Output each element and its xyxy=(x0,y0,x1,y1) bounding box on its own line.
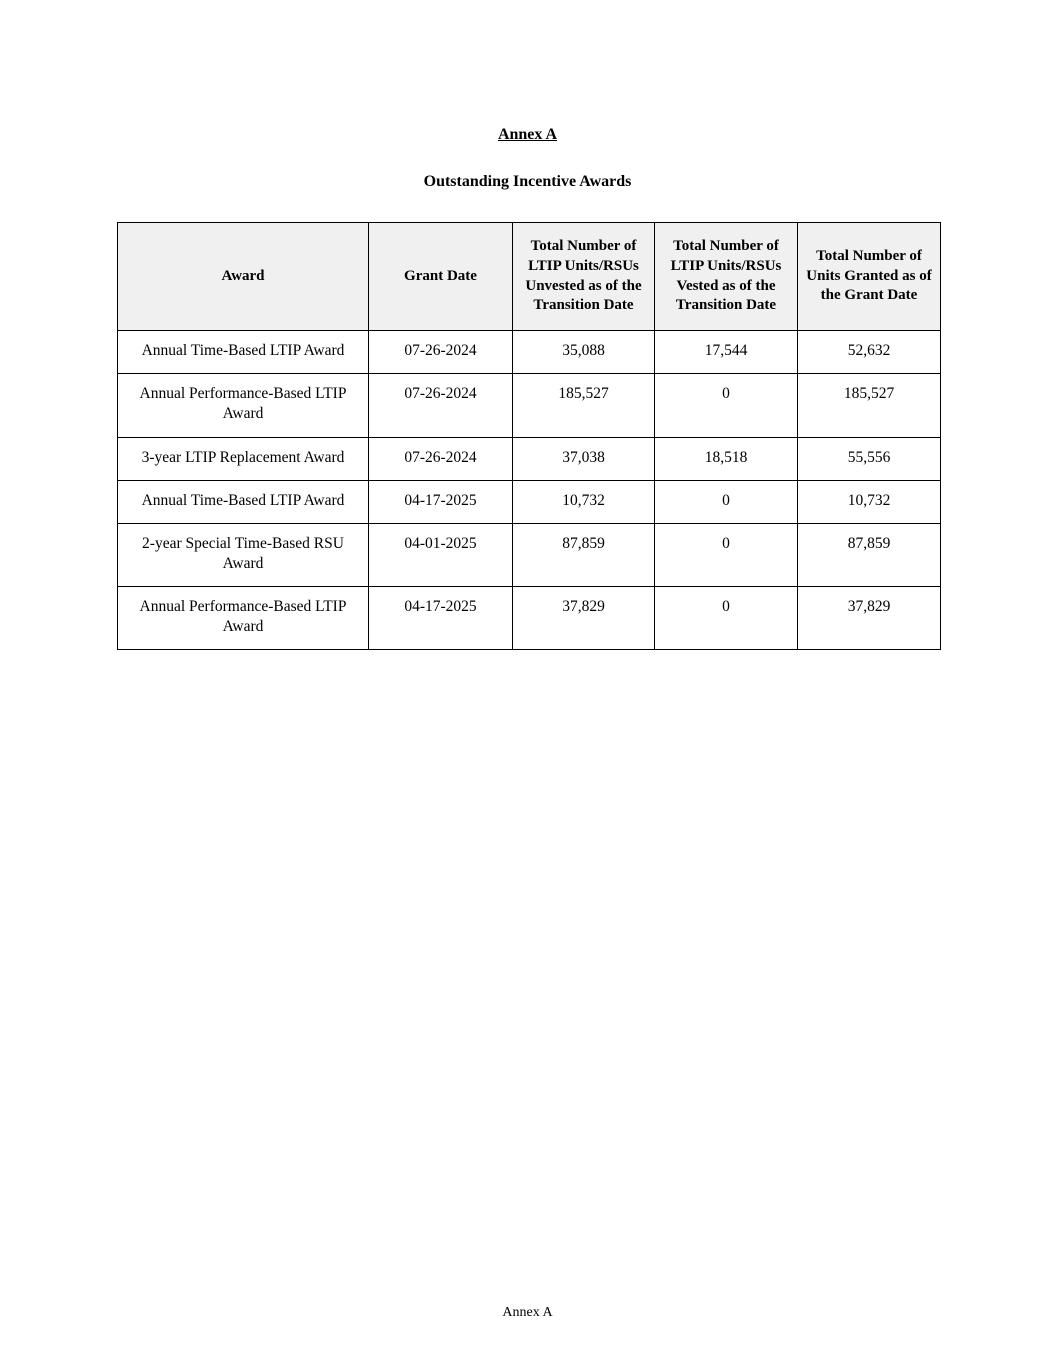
annex-heading: Annex A xyxy=(497,126,558,143)
cell-unvested: 37,038 xyxy=(513,437,655,480)
table-row xyxy=(118,437,941,480)
cell-grant-date: 07-26-2024 xyxy=(369,331,513,374)
cell-granted: 185,527 xyxy=(798,374,941,437)
table-row xyxy=(118,331,941,374)
cell-award: Annual Time-Based LTIP Award xyxy=(118,480,369,523)
table-row xyxy=(118,480,941,523)
cell-grant-date: 07-26-2024 xyxy=(369,374,513,437)
cell-award: Annual Performance-Based LTIP Award xyxy=(118,587,369,650)
document-title: Outstanding Incentive Awards xyxy=(423,173,632,190)
cell-vested: 18,518 xyxy=(655,437,798,480)
cell-award: 2-year Special Time-Based RSU Award xyxy=(118,523,369,586)
cell-vested: 0 xyxy=(655,523,798,586)
table-row xyxy=(118,523,941,586)
header-grant-date: Grant Date xyxy=(369,223,513,331)
header-granted: Total Number of Units Granted as of the Grant Date xyxy=(798,223,941,331)
page-footer: Annex A xyxy=(502,1305,553,1320)
cell-unvested: 87,859 xyxy=(513,523,655,586)
table-row xyxy=(118,587,941,650)
cell-granted: 37,829 xyxy=(798,587,941,650)
header-vested: Total Number of LTIP Units/RSUs Vested as of the Transition Date xyxy=(655,223,798,331)
cell-vested: 0 xyxy=(655,587,798,650)
cell-award: Annual Time-Based LTIP Award xyxy=(118,331,369,374)
cell-granted: 10,732 xyxy=(798,480,941,523)
table-row xyxy=(118,374,941,437)
incentive-awards-table xyxy=(117,222,941,650)
cell-unvested: 10,732 xyxy=(513,480,655,523)
header-award: Award xyxy=(118,223,369,331)
cell-vested: 0 xyxy=(655,374,798,437)
cell-unvested: 185,527 xyxy=(513,374,655,437)
cell-vested: 17,544 xyxy=(655,331,798,374)
cell-unvested: 35,088 xyxy=(513,331,655,374)
cell-grant-date: 07-26-2024 xyxy=(369,437,513,480)
cell-award: 3-year LTIP Replacement Award xyxy=(118,437,369,480)
cell-granted: 52,632 xyxy=(798,331,941,374)
cell-unvested: 37,829 xyxy=(513,587,655,650)
cell-grant-date: 04-17-2025 xyxy=(369,587,513,650)
cell-vested: 0 xyxy=(655,480,798,523)
cell-grant-date: 04-01-2025 xyxy=(369,523,513,586)
header-unvested: Total Number of LTIP Units/RSUs Unvested as of the Transition Date xyxy=(513,223,655,331)
table-header-row xyxy=(118,223,941,331)
cell-granted: 55,556 xyxy=(798,437,941,480)
cell-granted: 87,859 xyxy=(798,523,941,586)
cell-grant-date: 04-17-2025 xyxy=(369,480,513,523)
cell-award: Annual Performance-Based LTIP Award xyxy=(118,374,369,437)
